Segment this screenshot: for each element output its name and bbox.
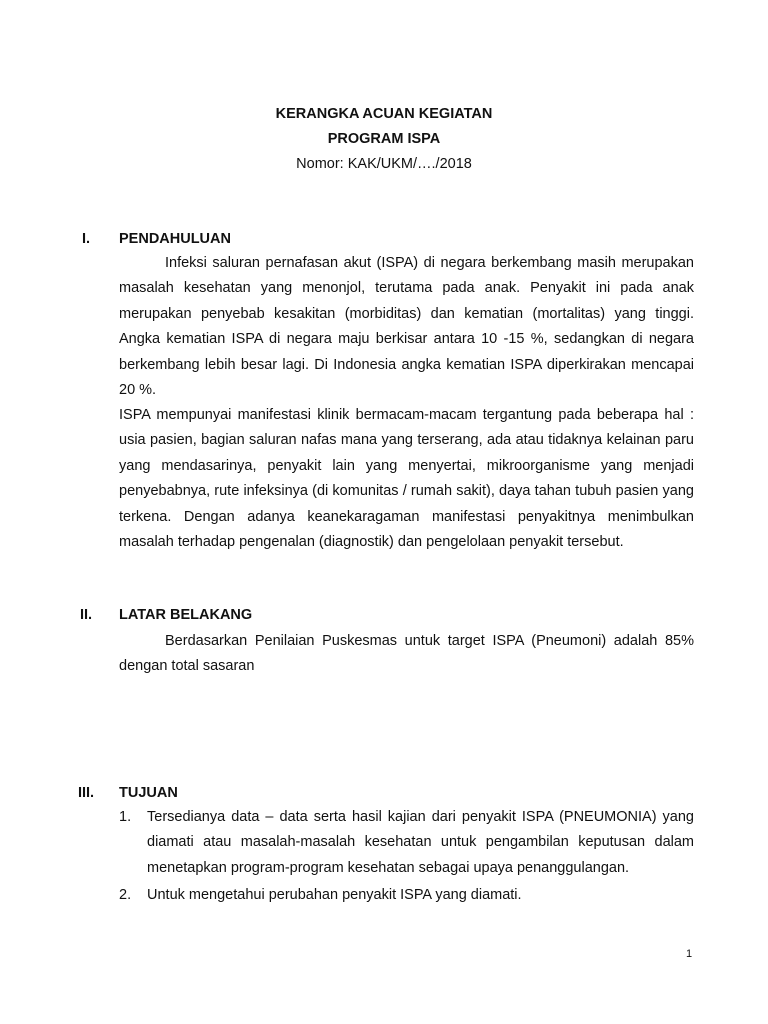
section-numeral: I. (81, 231, 91, 247)
pendahuluan-paragraph-2: ISPA mempunyai manifestasi klinik bermacam-macam tergantung pada beberapa hal : usia pasien, bagian saluran nafas mana yang terserang, ada atau tidaknya kelainan paru yang mendasarinya, penyakit lain yang menyertai, mikroorganisme yang menjadi penyebabnya, rute infeksinya (di komunitas / rumah sakit), daya tahan tubuh pasien yang terkena. Dengan adanya keanekaragaman manifestasi penyakitnya menimbulkan masalah terhadap pengenalan (diagnostik) dan pengelolaan penyakit tersebut. (119, 407, 694, 551)
tujuan-list (119, 805, 694, 909)
document-header (0, 102, 768, 177)
document-title: KERANGKA ACUAN KEGIATAN (275, 106, 493, 122)
section-title: PENDAHULUAN (119, 231, 231, 247)
section-heading-tujuan (0, 782, 768, 804)
section-title: LATAR BELAKANG (119, 607, 253, 623)
section-numeral: III. (77, 785, 95, 801)
list-item (119, 805, 694, 881)
list-item (119, 883, 694, 908)
section-numeral: II. (79, 607, 93, 623)
pendahuluan-paragraph-1: Infeksi saluran pernafasan akut (ISPA) di negara berkembang masih merupakan masalah kesehatan yang menonjol, terutama pada anak. Penyakit ini pada anak merupakan penyebab kesakitan (morbiditas) dan kematian (mortalitas) yang tinggi. Angka kematian ISPA di negara maju berkisar antara 10 -15 %, sedangkan di negara berkembang lebih besar lagi. Di Indonesia angka kematian ISPA diperkirakan mencapai 20 %. (119, 255, 694, 399)
document-subtitle: PROGRAM ISPA (327, 131, 441, 147)
section-heading-latar-belakang (0, 604, 768, 626)
section-heading-pendahuluan (0, 228, 768, 250)
latar-belakang-paragraph: Berdasarkan Penilaian Puskesmas untuk target ISPA (Pneumoni) adalah 85% dengan total sasaran (119, 633, 694, 675)
page-number: 1 (686, 948, 693, 960)
list-item-text: Untuk mengetahui perubahan penyakit ISPA yang diamati. (147, 887, 522, 904)
list-item-text: Tersedianya data – data serta hasil kajian dari penyakit ISPA (PNEUMONIA) yang diamati atau masalah-masalah kesehatan untuk pengambilan keputusan dalam menetapkan program-program kesehatan sebagai upaya penanggulangan. (147, 809, 694, 876)
section-title: TUJUAN (119, 785, 178, 801)
document-number: Nomor: KAK/UKM/…./2018 (296, 156, 472, 172)
list-item-number: 1. (119, 809, 132, 825)
list-item-number: 2. (119, 887, 132, 904)
